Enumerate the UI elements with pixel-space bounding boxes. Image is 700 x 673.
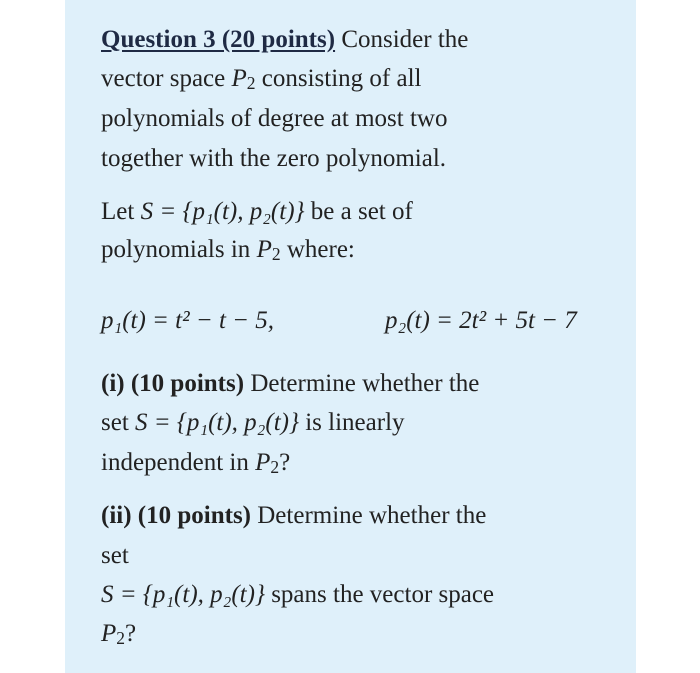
set-definition: = {p₁(t), p₂(t)} [113, 581, 265, 608]
question-heading: Question 3 (20 points) [101, 26, 336, 53]
part-i-line-1 [101, 371, 479, 396]
part-ii-text-3b: spans the vector space [264, 581, 495, 608]
part-ii-text-4b: ? [125, 620, 137, 647]
p2-symbol: $P_2$ [256, 236, 281, 264]
question-line-2b: consisting of all [255, 65, 422, 92]
set-s-symbol: S [135, 409, 148, 436]
set-s-symbol: S [140, 198, 154, 225]
question-line-1-text: Consider the [335, 26, 469, 53]
part-ii-line-3 [101, 582, 494, 607]
question-line-1 [101, 27, 468, 52]
question-line-2a: vector space [101, 65, 232, 92]
set-definition: = {p₁(t), p₂(t)} [153, 198, 305, 225]
part-i-text-2b: is linearly [298, 409, 405, 436]
question-line-5 [101, 199, 413, 224]
question-line-6b: where: [280, 236, 355, 263]
question-line-2 [101, 66, 421, 91]
part-ii-line-1 [101, 503, 486, 528]
part-ii-text-1: Determine whether the [251, 502, 487, 529]
question-line-5b: be a set of [304, 198, 413, 225]
part-i-text-3a: independent in [101, 449, 256, 476]
part-i-text-1: Determine whether the [244, 370, 480, 397]
set-s-symbol: S [101, 581, 114, 608]
part-i-label: (i) (10 points) [101, 370, 245, 397]
question-card [65, 0, 636, 673]
part-i-line-2 [101, 410, 405, 435]
question-line-3: polynomials of degree at most two [101, 105, 448, 132]
question-line-6 [101, 237, 355, 262]
part-ii-line-2: set [101, 542, 129, 569]
question-line-6a: polynomials in [101, 236, 257, 263]
p1-definition: p₁(t) = t² − t − 5, [101, 307, 275, 334]
part-i-line-3 [101, 450, 290, 475]
part-i-text-3b: ? [279, 449, 291, 476]
part-i-text-2a: set [101, 409, 136, 436]
question-line-5a: Let [101, 198, 141, 225]
set-definition: = {p₁(t), p₂(t)} [147, 409, 299, 436]
p2-symbol: $P_2$ [231, 65, 256, 93]
question-line-4: together with the zero polynomial. [101, 145, 447, 172]
p2-definition: p₂(t) = 2t² + 5t − 7 [385, 307, 577, 334]
p2-symbol: $P_2$ [101, 620, 126, 648]
part-ii-label: (ii) (10 points) [101, 502, 251, 529]
p2-symbol: $P_2$ [255, 449, 280, 477]
part-ii-line-4 [101, 621, 136, 646]
